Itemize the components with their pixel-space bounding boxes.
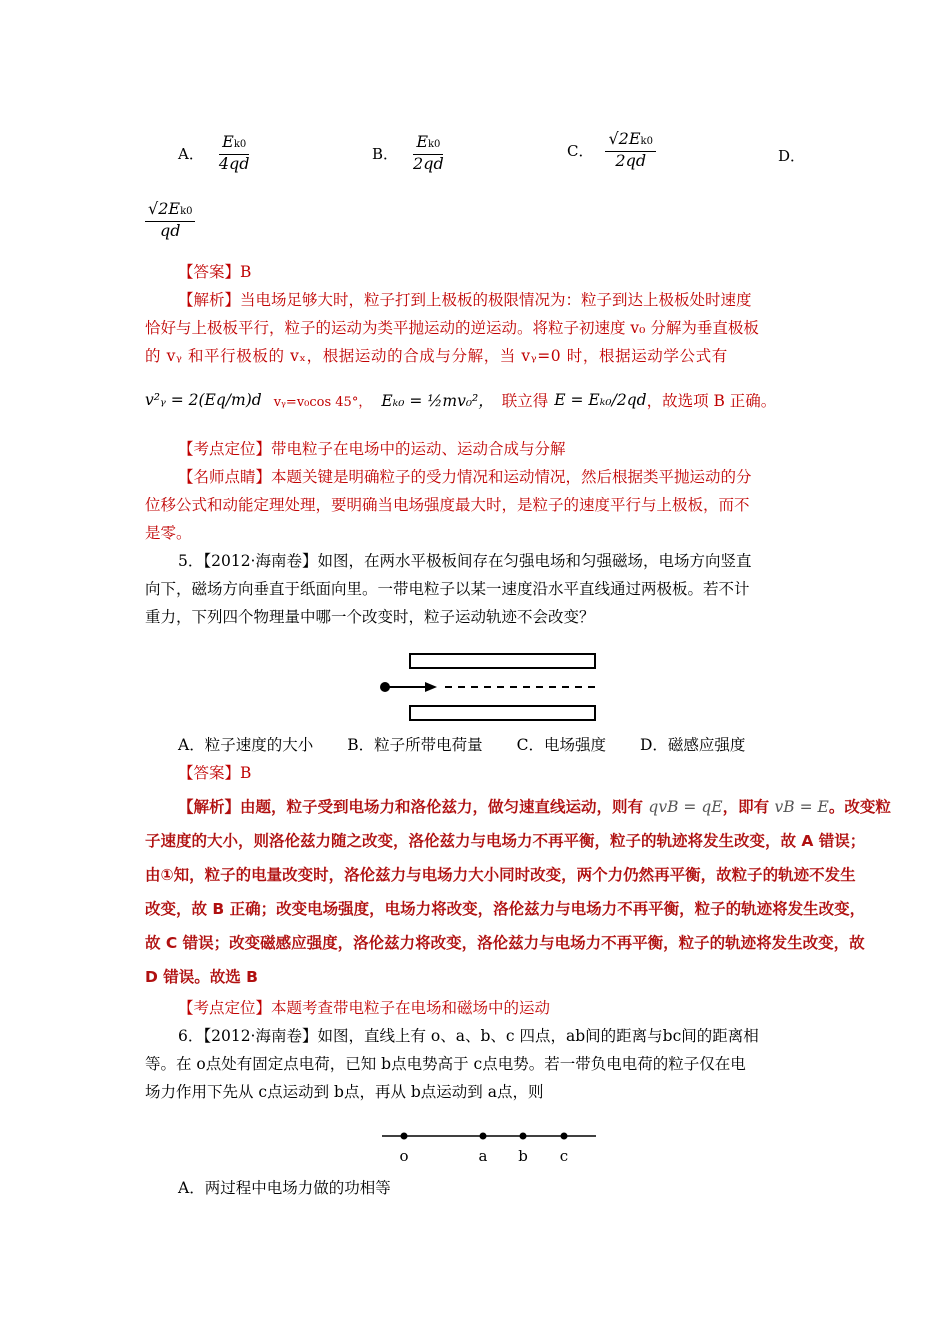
q6-option-a: A．两过程中电场力做的功相等 bbox=[178, 1179, 391, 1197]
option-d-fraction: $\frac{√2Ek0}{qd}$ bbox=[145, 200, 195, 240]
particle-arrowhead bbox=[425, 682, 437, 692]
q5-option-b: B．粒子所带电荷量 bbox=[347, 736, 483, 754]
option-b-fraction: $\frac{Ek0}{2qd}$ bbox=[413, 132, 444, 173]
q5-option-a: A．粒子速度的大小 bbox=[178, 736, 314, 754]
eq-vy-cos: vᵧ=v₀cos 45°， bbox=[273, 394, 372, 410]
q6-stem-line3: 场力作用下先从 c点运动到 b点，再从 b点运动到 a点，则 bbox=[145, 1083, 544, 1101]
q4-analysis-line3: 的 vᵧ 和平行极板的 vₓ，根据运动的合成与分解，当 vᵧ=0 时，根据运动学公式有 bbox=[145, 347, 728, 365]
q4-tip-line3: 是零。 bbox=[145, 524, 192, 542]
eq-ek0: Eₖ₀ = ½mv₀²， bbox=[381, 392, 494, 410]
option-c bbox=[567, 130, 656, 170]
q5-stem-line2: 向下，磁场方向垂直于纸面向里。一带电粒子以某一速度沿水平直线通过两极板。若不计 bbox=[145, 580, 750, 598]
q6-stem-line1: 6．【2012·海南卷】如图，直线上有 o、a、b、c 四点，ab间的距离与bc间的距离相 bbox=[178, 1027, 759, 1045]
point-b bbox=[520, 1133, 527, 1140]
eq-vy-squared: v²ᵧ = 2(Eq/m)d bbox=[145, 391, 262, 409]
q5-options bbox=[178, 731, 843, 759]
option-d-label: D． bbox=[778, 147, 806, 165]
q4-analysis-line2: 恰好与上极板平行，粒子的运动为类平抛运动的逆运动。将粒子初速度 v₀ 分解为垂直极板 bbox=[145, 319, 759, 337]
lower-plate bbox=[410, 706, 595, 720]
q5-answer: 【答案】B bbox=[178, 764, 252, 782]
eq-combine-label: 联立得 bbox=[501, 392, 549, 410]
point-a bbox=[480, 1133, 487, 1140]
q4-tip-line1: 【名师点睛】本题关键是明确粒子的受力情况和运动情况，然后根据类平抛运动的分 bbox=[178, 468, 752, 486]
option-b bbox=[372, 133, 447, 173]
option-a-label: A． bbox=[178, 144, 204, 163]
q6-points-diagram bbox=[380, 1125, 600, 1170]
q4-answer: 【答案】B bbox=[178, 263, 252, 281]
upper-plate bbox=[410, 654, 595, 668]
q5-analysis-line2: 子速度的大小，则洛伦兹力随之改变，洛伦兹力与电场力不再平衡，粒子的轨迹将发生改变，故 A 错误； bbox=[145, 832, 866, 850]
q5-stem-line3: 重力，下列四个物理量中哪一个改变时，粒子运动轨迹不会改变？ bbox=[145, 608, 595, 626]
label-b: b bbox=[518, 1147, 528, 1165]
eq-conclusion: ，故选项 B 正确。 bbox=[646, 392, 777, 410]
q4-equation-row bbox=[145, 378, 776, 422]
option-c-fraction: $\frac{√2Ek0}{2qd}$ bbox=[605, 130, 655, 170]
label-a: a bbox=[478, 1147, 488, 1165]
q4-tip-line2: 位移公式和动能定理处理，要明确当电场强度最大时，是粒子的速度平行与上极板，而不 bbox=[145, 496, 750, 514]
label-o: o bbox=[399, 1147, 409, 1165]
q5-option-d: D．磁感应强度 bbox=[639, 736, 746, 754]
q4-analysis-line1: 【解析】当电场足够大时，粒子打到上极板的极限情况为：粒子到达上极板处时速度 bbox=[178, 291, 752, 309]
q4-topic: 【考点定位】带电粒子在电场中的运动、运动合成与分解 bbox=[178, 440, 566, 458]
option-a bbox=[178, 133, 253, 173]
point-o bbox=[401, 1133, 408, 1140]
option-b-label: B． bbox=[372, 144, 399, 163]
label-c: c bbox=[559, 1147, 569, 1165]
q5-option-c: C．电场强度 bbox=[516, 736, 606, 754]
q6-stem-line2: 等。在 o点处有固定点电荷，已知 b点电势高于 c点电势。若一带负电电荷的粒子仅在电 bbox=[145, 1055, 746, 1073]
q5-analysis-line1: 【解析】由题，粒子受到电场力和洛伦兹力，做匀速直线运动，则有 qvB = qE，即有 vB = E。改变粒 bbox=[178, 798, 891, 816]
eq-e-result: E = Eₖ₀/2qd bbox=[554, 391, 647, 409]
point-c bbox=[561, 1133, 568, 1140]
option-c-label: C． bbox=[567, 141, 594, 160]
q5-analysis-line5: 故 C 错误；改变磁感应强度，洛伦兹力将改变，洛伦兹力与电场力不再平衡，粒子的轨迹将发生改变，故 bbox=[145, 934, 865, 952]
q5-stem-line1: 5．【2012·海南卷】如图，在两水平极板间存在匀强电场和匀强磁场，电场方向竖直 bbox=[178, 552, 752, 570]
q5-analysis-line3: 由①知，粒子的电量改变时，洛伦兹力与电场力大小同时改变，两个力仍然再平衡，故粒子的轨迹不发生 bbox=[145, 866, 856, 884]
q5-topic: 【考点定位】本题考查带电粒子在电场和磁场中的运动 bbox=[178, 999, 551, 1017]
q5-analysis-line4: 改变，故 B 正确；改变电场强度，电场力将改变，洛伦兹力与电场力不再平衡，粒子的轨迹将发生改变， bbox=[145, 900, 866, 918]
q5-plates-diagram bbox=[375, 648, 600, 726]
option-a-fraction: $\frac{Ek0}{4qd}$ bbox=[218, 132, 250, 173]
q5-analysis-line6: D 错误。故选 B bbox=[145, 968, 258, 986]
